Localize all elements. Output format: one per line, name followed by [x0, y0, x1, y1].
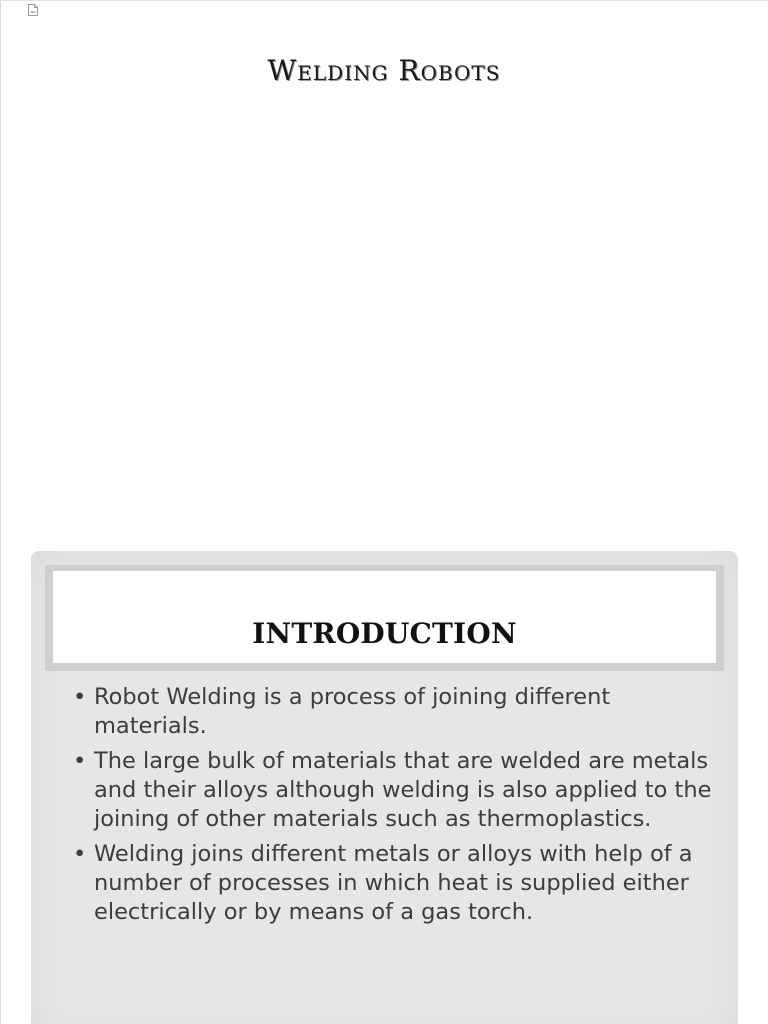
bullet-text: Welding joins different metals or alloys with help of a number of processes in which heat is supplied either electrically or by means of a gas torch.: [94, 841, 693, 925]
slide-title-frame: [45, 565, 724, 671]
broken-image-icon: [28, 4, 38, 16]
slide1-title: Welding Robots: [267, 54, 501, 87]
bullet-icon: •: [73, 841, 87, 867]
slide-title-box: [53, 571, 716, 663]
page-edge-left: [0, 0, 1, 1024]
page-edge-top: [0, 0, 768, 1]
bullet-item: [31, 747, 721, 834]
slide-introduction: [31, 551, 738, 1024]
bullet-item: [31, 683, 721, 741]
bullet-icon: •: [73, 684, 87, 710]
bullet-text: The large bulk of materials that are welded are metals and their alloys although welding is also applied to the joining of other materials such as thermoplastics.: [94, 748, 712, 832]
slide2-title: INTRODUCTION: [252, 617, 517, 650]
bullet-list: [31, 683, 721, 933]
bullet-text: Robot Welding is a process of joining different materials.: [94, 684, 611, 739]
bullet-icon: •: [73, 748, 87, 774]
bullet-item: [31, 840, 721, 927]
